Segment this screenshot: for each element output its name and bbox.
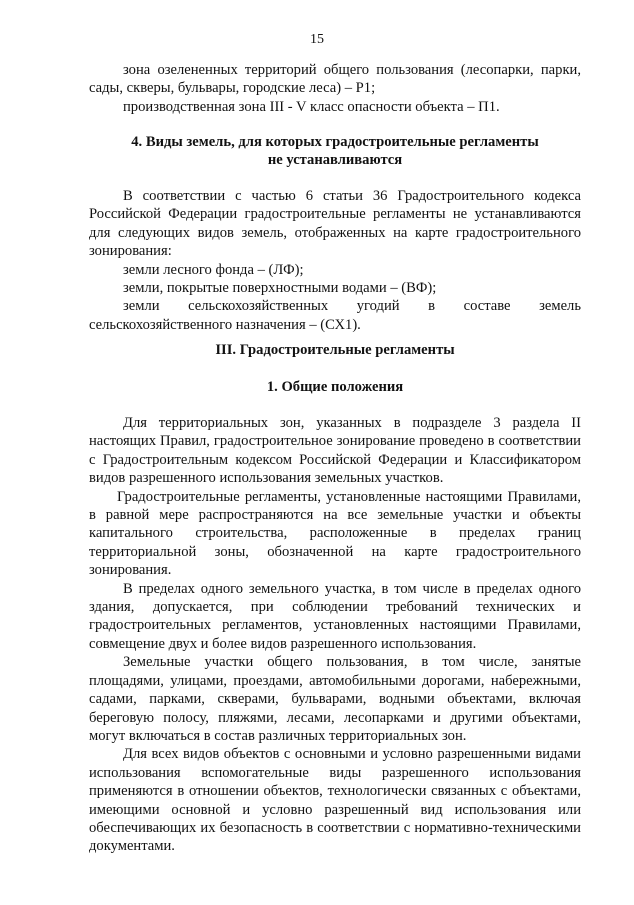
paragraph: Земельные участки общего пользования, в том числе, занятые площадями, улицами, проездами, автомобильными дорогами, набережными, садами, парками, скверами, бульварами, водными объектами, включая береговую полосу, пляжями, лесами, лесопарками и другими объектами, могут включаться в состав различных территориальных зон. bbox=[89, 654, 581, 744]
land-type-item: земли, покрытые поверхностными водами – (ВФ); bbox=[123, 280, 437, 297]
land-type-item: земли лесного фонда – (ЛФ); bbox=[123, 261, 304, 278]
paragraph: В пределах одного земельного участка, в том числе в пределах одного здания, допускается, при соблюдении требований технических и градостроительных регламентов, установленных настоящими Правилами, совмещение двух и более видов разрешенного использования. bbox=[89, 580, 581, 652]
top-zone-list bbox=[89, 61, 581, 116]
part-3-heading: III. Градостроительные регламенты bbox=[215, 342, 455, 358]
general-provisions-heading: 1. Общие положения bbox=[266, 379, 404, 395]
section-4-heading-line1: 4. Виды земель, для которых градостроительные регламенты bbox=[131, 134, 539, 150]
page-number: 15 bbox=[310, 32, 324, 47]
general-provisions-body bbox=[89, 414, 581, 856]
zone-r1-item: зона озелененных территорий общего пользования (лесопарки, парки, сады, скверы, бульвары, городские леса) – Р1; bbox=[89, 62, 581, 97]
zone-p1-item: производственная зона III - V класс опасности объекта – П1. bbox=[123, 98, 500, 115]
section-4-body bbox=[89, 187, 581, 334]
section-4-heading-line2: не устанавливаются bbox=[267, 152, 403, 168]
paragraph: Для территориальных зон, указанных в подразделе 3 раздела II настоящих Правил, градостроительное зонирование проведено в соответствии с Градостроительным кодексом Российской Федерации и Классификатором видов разрешенного использования земельных участков. bbox=[89, 415, 581, 487]
land-type-item: земли сельскохозяйственных угодий в составе земель сельскохозяйственного назначения – (СХ1). bbox=[89, 298, 581, 333]
section-4-intro: В соответствии с частью 6 статьи 36 Градостроительного кодекса Российской Федерации градостроительные регламенты не устанавливаются для следующих видов земель, отображенных на карте градостроительного зонирования: bbox=[89, 188, 581, 260]
paragraph: Градостроительные регламенты, установленные настоящими Правилами, в равной мере распространяются на все земельные участки и объекты капитального строительства, расположенные в пределах границ территориальной зоны, обозначенной на карте градостроительного зонирования. bbox=[89, 488, 581, 579]
paragraph: Для всех видов объектов с основными и условно разрешенными видами использования вспомогательные виды разрешенного использования применяются в отношении объектов, технологически связанных с объектами, имеющими основной и условно разрешенный вид использования или обеспечивающих их безопасность в соответствии с нормативно-техническими документами. bbox=[89, 746, 581, 855]
